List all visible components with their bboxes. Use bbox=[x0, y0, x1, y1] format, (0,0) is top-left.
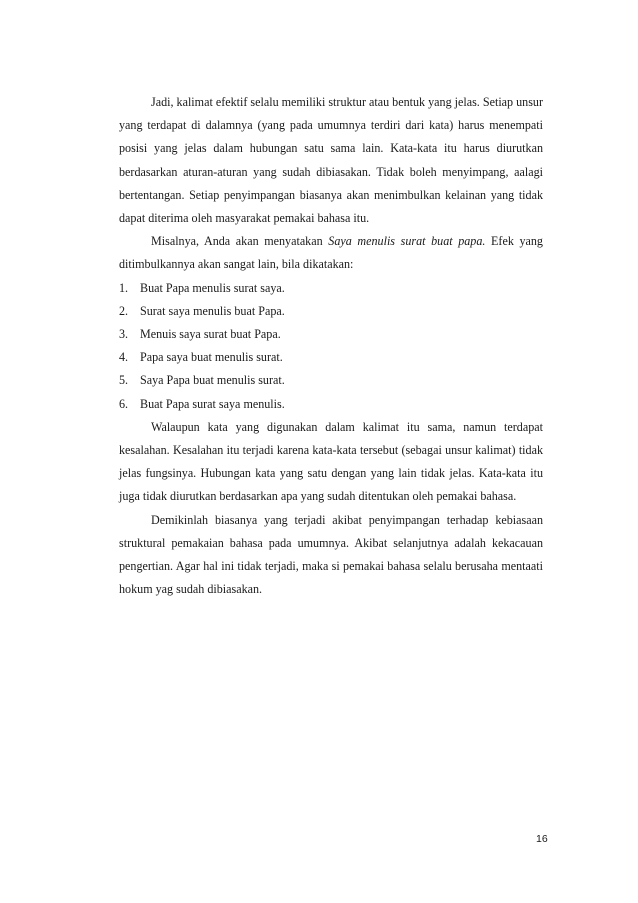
italic-example-sentence: Saya menulis surat buat papa. bbox=[328, 234, 486, 249]
paragraph bbox=[119, 230, 543, 276]
list-text: Papa saya buat menulis surat. bbox=[140, 350, 283, 365]
page-number: 16 bbox=[536, 833, 548, 845]
list-item bbox=[119, 300, 543, 323]
numbered-list bbox=[119, 277, 543, 416]
list-item bbox=[119, 369, 543, 392]
body-text bbox=[119, 91, 543, 601]
list-number: 2. bbox=[119, 303, 129, 318]
list-text: Saya Papa buat menulis surat. bbox=[140, 373, 285, 388]
paragraph-text: Efek yang ditimbulkannya akan sangat lain, bila dikatakan: bbox=[119, 234, 543, 272]
list-text: Menuis saya surat buat Papa. bbox=[140, 327, 281, 342]
list-item bbox=[119, 346, 543, 369]
list-number: 1. bbox=[119, 280, 129, 295]
list-item bbox=[119, 323, 543, 346]
list-number: 3. bbox=[119, 327, 129, 342]
paragraph: Walaupun kata yang digunakan dalam kalimat itu sama, namun terdapat kesalahan. Kesalahan itu terjadi karena kata-kata tersebut (sebagai unsur kalimat) tidak jelas fungsinya. Hubungan kata yang satu dengan yang lain tidak jelas. Kata-kata itu juga tidak diurutkan berdasarkan apa yang sudah ditentukan oleh pemakai bahasa. bbox=[119, 419, 543, 504]
list-text: Surat saya menulis buat Papa. bbox=[140, 303, 285, 318]
list-text: Buat Papa surat saya menulis. bbox=[140, 396, 285, 411]
list-number: 5. bbox=[119, 373, 129, 388]
list-item bbox=[119, 393, 543, 416]
paragraph: Jadi, kalimat efektif selalu memiliki struktur atau bentuk yang jelas. Setiap unsur yang terdapat di dalamnya (yang pada umumnya terdiri dari kata) harus menempati posisi yang jelas dalam hubungan satu sama lain. Kata-kata itu harus diurutkan berdasarkan aturan-aturan yang sudah dibiasakan. Tidak boleh menyimpang, aalagi bertentangan. Setiap penyimpangan biasanya akan menimbulkan kelainan yang tidak dapat diterima oleh masyarakat pemakai bahasa itu. bbox=[119, 95, 543, 226]
list-number: 4. bbox=[119, 350, 129, 365]
list-text: Buat Papa menulis surat saya. bbox=[140, 280, 285, 295]
list-item bbox=[119, 277, 543, 300]
paragraph: Demikinlah biasanya yang terjadi akibat penyimpangan terhadap kebiasaan struktural pemakaian bahasa pada umumnya. Akibat selanjutnya adalah kekacauan pengertian. Agar hal ini tidak terjadi, maka si pemakai bahasa selalu berusaha mentaati hokum yag sudah dibiasakan. bbox=[119, 512, 543, 597]
list-number: 6. bbox=[119, 396, 129, 411]
paragraph-text: Misalnya, Anda akan menyatakan bbox=[151, 234, 329, 249]
